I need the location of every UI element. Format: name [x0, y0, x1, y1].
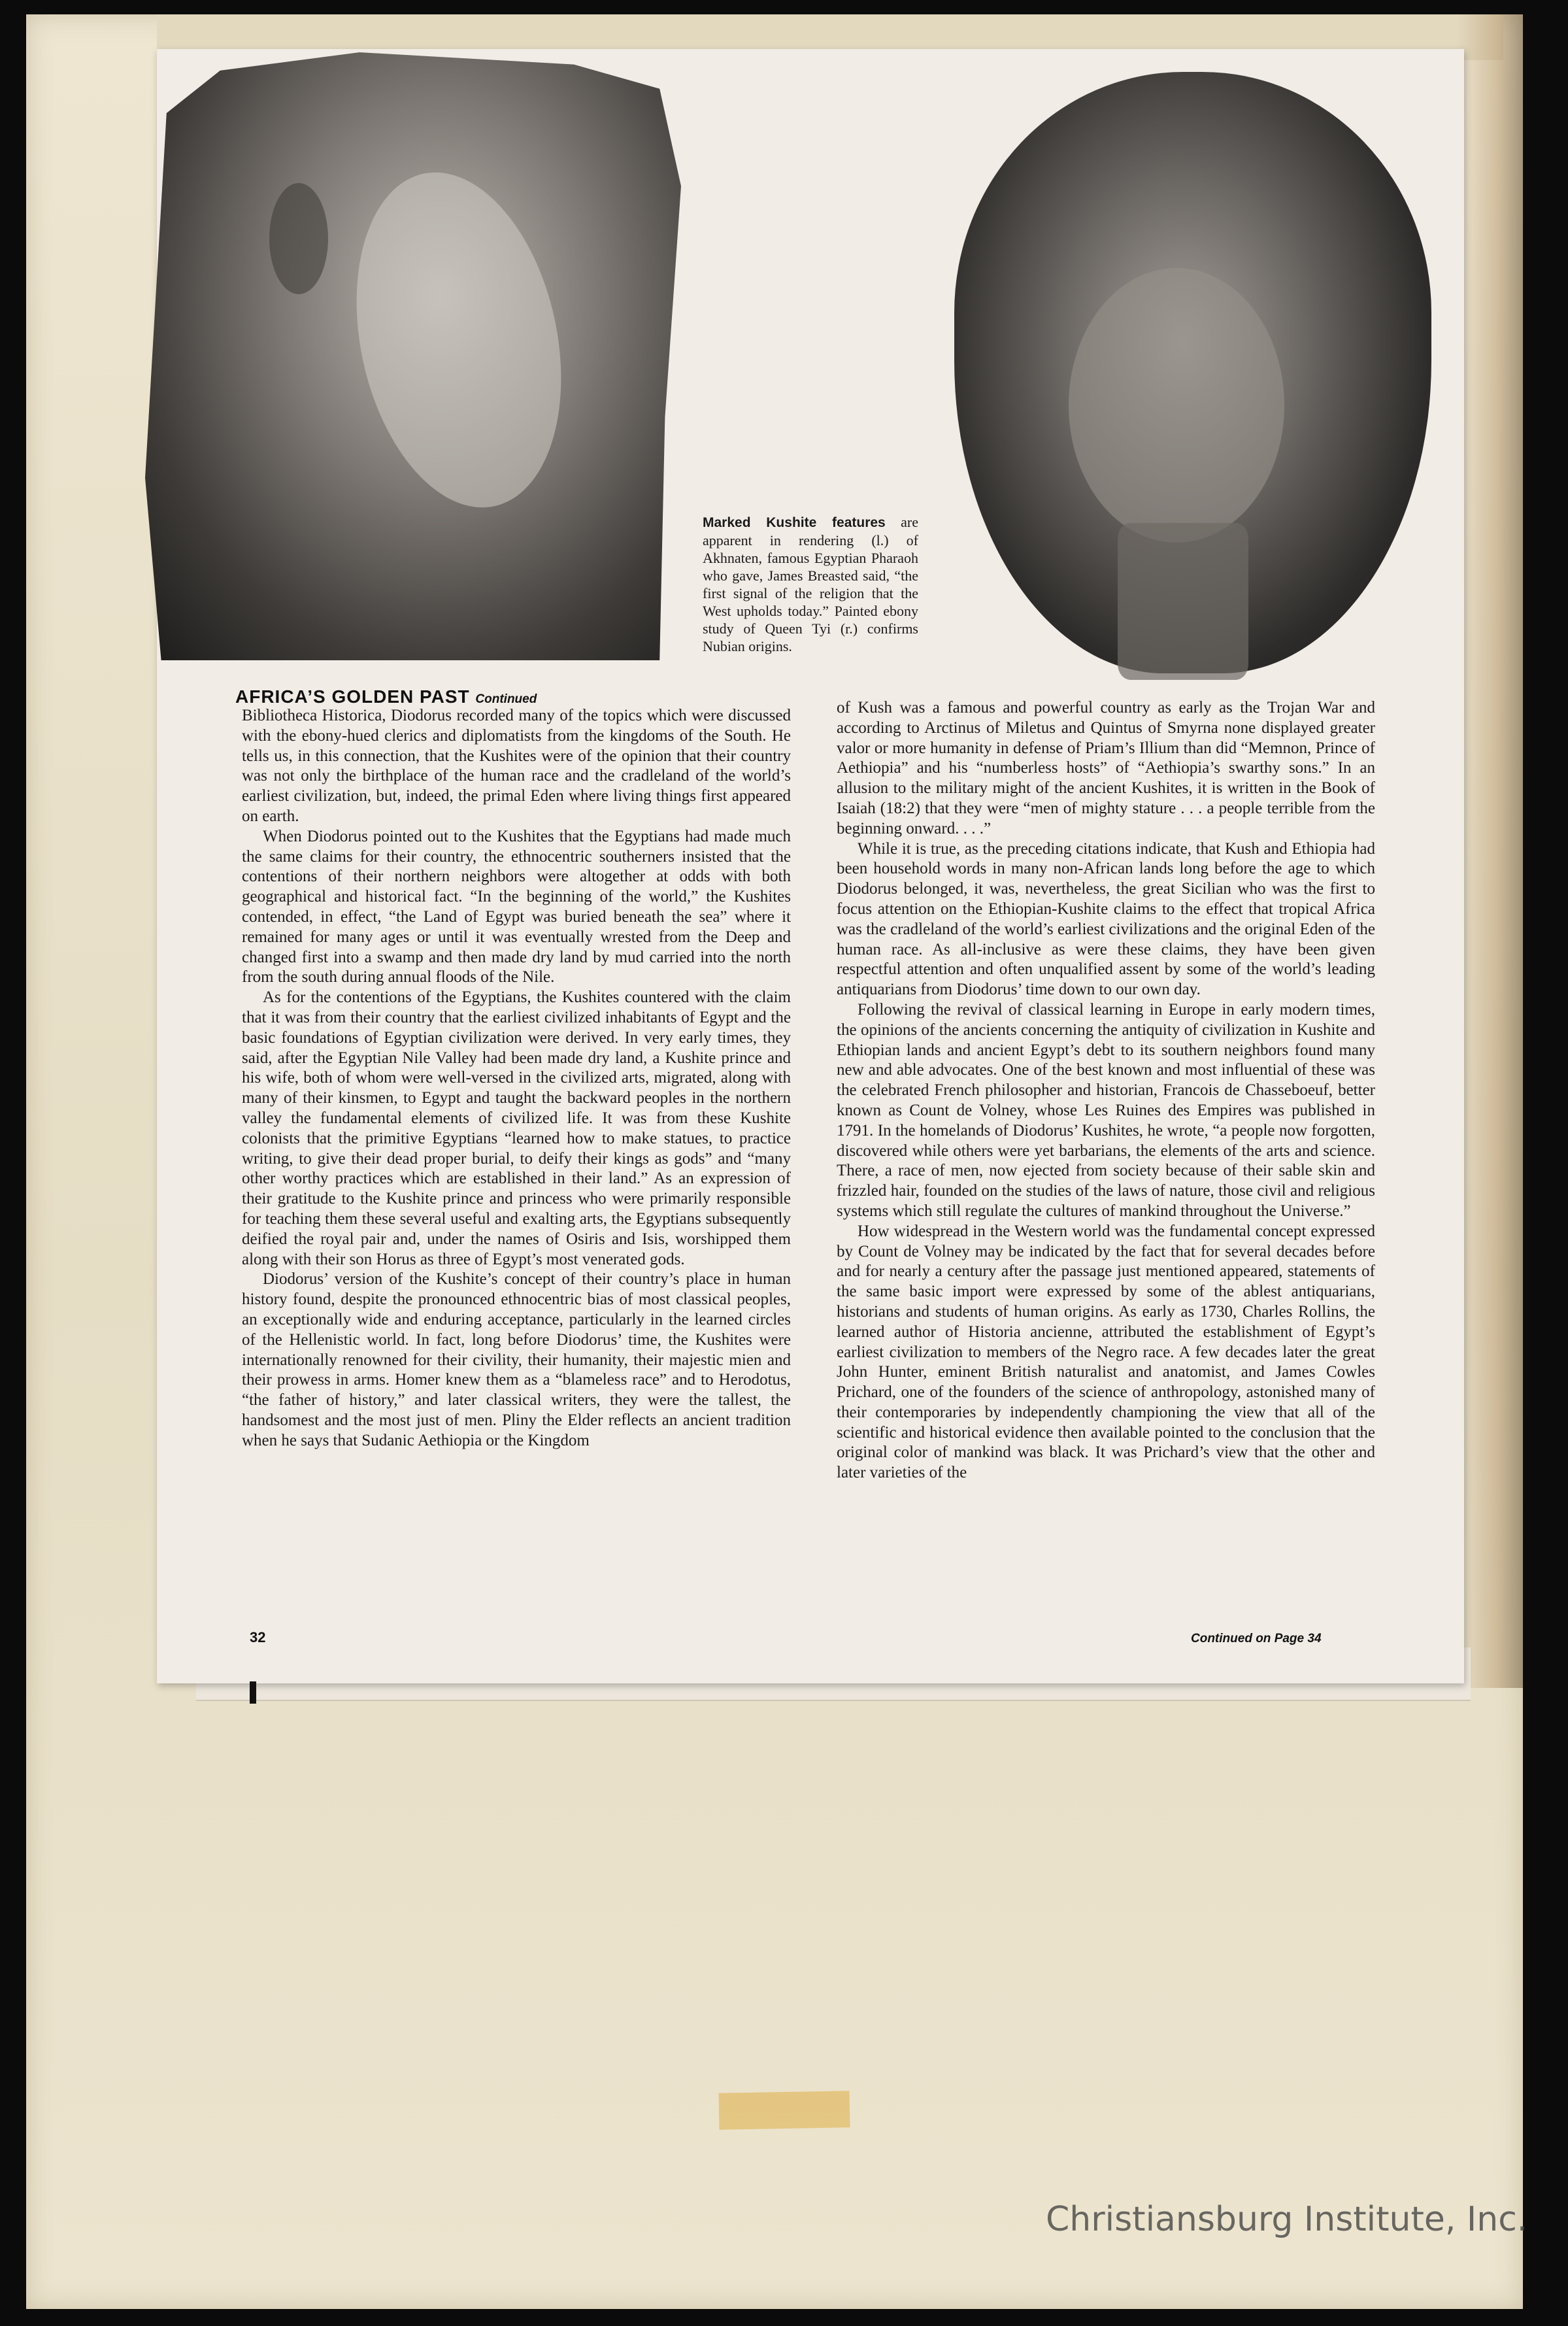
- paragraph: How widespread in the Western world was the fundamental concept expressed by Count de Volney may be indicated by the fact that for several decades before and for nearly a century after the passage just mentioned appeared, statements of the same basic import were expressed by some of the ablest antiquarians, historians and students of human origins. As early as 1730, Charles Rollins, the learned author of Historia ancienne, attributed the establishment of Egypt’s earliest civilization to members of the Negro race. A few decades later the great John Hunter, eminent British naturalist and anatomist, and James Cowles Prichard, one of the founders of the science of anthropology, astonished many of their contemporaries by independently championing the view that all of the scientific and historical evidence then available pointed to the conclusion that the original color of mankind was black. It was Prichard’s view that the other and later varieties of the: [837, 1222, 1375, 1482]
- article-title: AFRICA’S GOLDEN PAST: [235, 686, 470, 707]
- paragraph: As for the contentions of the Egyptians, the Kushites countered with the claim that it was from their country that the earliest civilized inhabitants of Egypt and the basic foundations of Egyptian civilization were derived. In very early times, they said, after the Egyptian Nile Valley had been made dry land, a Kushite prince and his wife, both of whom were well-versed in the civilized arts, migrated, along with many of their kinsmen, to Egypt and taught the backward peoples in the northern valley the fundamental elements of civilized life. It was from these Kushite colonists that the primitive Egyptians “learned how to make statues, to practice writing, to give their dead proper burial, to deify their kings as gods” and “many other worthy practices which are established in their land.” As an expression of their gratitude to the Kushite prince and princess who were primarily responsible for teaching them these several useful and exalting arts, the Egyptians subsequently deified the royal pair and, under the names of Osiris and Isis, worshipped them along with their son Horus as three of Egypt’s most venerated gods.: [242, 988, 791, 1268]
- paragraph: While it is true, as the preceding citations indicate, that Kush and Ethiopia had been household words in many non-African lands long before the age to which Diodorus belonged, it was, nevertheless, the great Sicilian who was the first to focus attention on the Ethiopian-Kushite claims to the effect that tropical Africa was the cradleland of the world’s earliest civilizations and the original Eden of the human race. As all-inclusive as were these claims, they have been given respectful attention and often unqualified assent by some of the world’s leading antiquarians from Diodorus’ time down to our own day.: [837, 839, 1375, 999]
- paragraph: of Kush was a famous and powerful country as early as the Trojan War and according to Arctinus of Miletus and Quintus of Smyrna none displayed greater valor or more humanity in defense of Priam’s Illium than did “Memnon, Prince of Aethiopia” and his “numberless hosts” of “Aethiopia’s swarthy sons.” In an allusion to the military might of the ancient Kushites, it is written in the Book of Isaiah (18:2) that they were “men of mighty stature . . . a people terrible from the beginning onward. . . .”: [837, 699, 1375, 837]
- article-headline: [235, 686, 537, 707]
- archive-watermark: Christiansburg Institute, Inc.: [1046, 2200, 1528, 2239]
- caption-lead: Marked Kushite features: [703, 515, 886, 530]
- paragraph: Diodorus’ version of the Kushite’s concept of their country’s place in human history found, despite the pronounced ethnocentric bias of most classical peoples, an exceptionally wide and enduring acceptance, particularly in the learned circles of the Hellenistic world. In fact, long before Diodorus’ time, the Kushites were internationally renowned for their civility, their humanity, their majestic mien and their prowess in arms. Homer knew them as a “blameless race” and to Herodotus, “the father of history,” and later classical writers, they were the tallest, the handsomest and the most just of men. Pliny the Elder reflects an ancient tradition when he says that Sudanic Aethiopia or the Kingdom: [242, 1270, 791, 1449]
- paragraph: Bibliotheca Historica, Diodorus recorded many of the topics which were discussed with the ebony-hued clerics and diplomatists from the kingdoms of the South. He tells us, in this connection, that the Kushites were of the opinion that their country was not only the birthplace of the human race and the cradleland of the world’s earliest civilization, but, indeed, the primal Eden where living things first appeared on earth.: [242, 707, 791, 825]
- pin-mark: [250, 1681, 256, 1704]
- relief-ear-shadow: [269, 183, 328, 294]
- photo-caption: [703, 513, 918, 655]
- tape-residue: [719, 2091, 850, 2129]
- bust-face-highlight: [1069, 268, 1284, 543]
- fold-shadow: [1458, 14, 1523, 1688]
- caption-text: are apparent in rendering (l.) of Akhnaten, famous Egyptian Pharaoh who gave, James Breasted said, “the first signal of the religion that the West upholds today.” Painted ebony study of Queen Tyi (r.) confirms Nubian origins.: [703, 514, 918, 654]
- continued-label: Continued: [475, 692, 537, 706]
- paragraph: When Diodorus pointed out to the Kushites that the Egyptians had made much the same claims for their country, the ethnocentric southerners insisted that the contentions of their northern neighbors were altogether at odds with both geographical and historical fact. “In the beginning of the world,” the Kushites contended, in effect, “the Land of Egypt was buried beneath the sea” where it remained for many ages or until it was eventually wrested from the Deep and changed first into a swamp and then made dry land by mud carried into the north from the south during annual floods of the Nile.: [242, 827, 791, 986]
- article-right-column: [837, 698, 1375, 1483]
- continued-on-note: Continued on Page 34: [1191, 1632, 1322, 1645]
- paragraph: Following the revival of classical learning in Europe in early modern times, the opinions of the ancients concerning the antiquity of civilization in Kushite and Ethiopian lands and ancient Egypt’s debt to its southern neighbors found many new and able advocates. One of the best known and most influential of these was the celebrated French philosopher and historian, Francois de Chasseboeuf, better known as Count de Volney, whose Les Ruines des Empires was published in 1791. In the homelands of Diodorus’ Kushites, he wrote, “a people now forgotten, discovered while others were yet barbarians, the elements of the arts and science. There, a race of men, now ejected from society because of their sable skin and frizzled hair, founded on the studies of the laws of nature, those civil and religious systems which still regulate the cultures of mankind throughout the Universe.”: [837, 1000, 1375, 1220]
- queen-tyi-bust-photo: [954, 72, 1431, 673]
- bust-neck: [1118, 523, 1248, 680]
- relief-face-highlight: [327, 153, 590, 526]
- page-number: 32: [250, 1629, 266, 1645]
- akhnaten-relief-photo: [145, 52, 681, 660]
- article-left-column: [242, 706, 791, 1451]
